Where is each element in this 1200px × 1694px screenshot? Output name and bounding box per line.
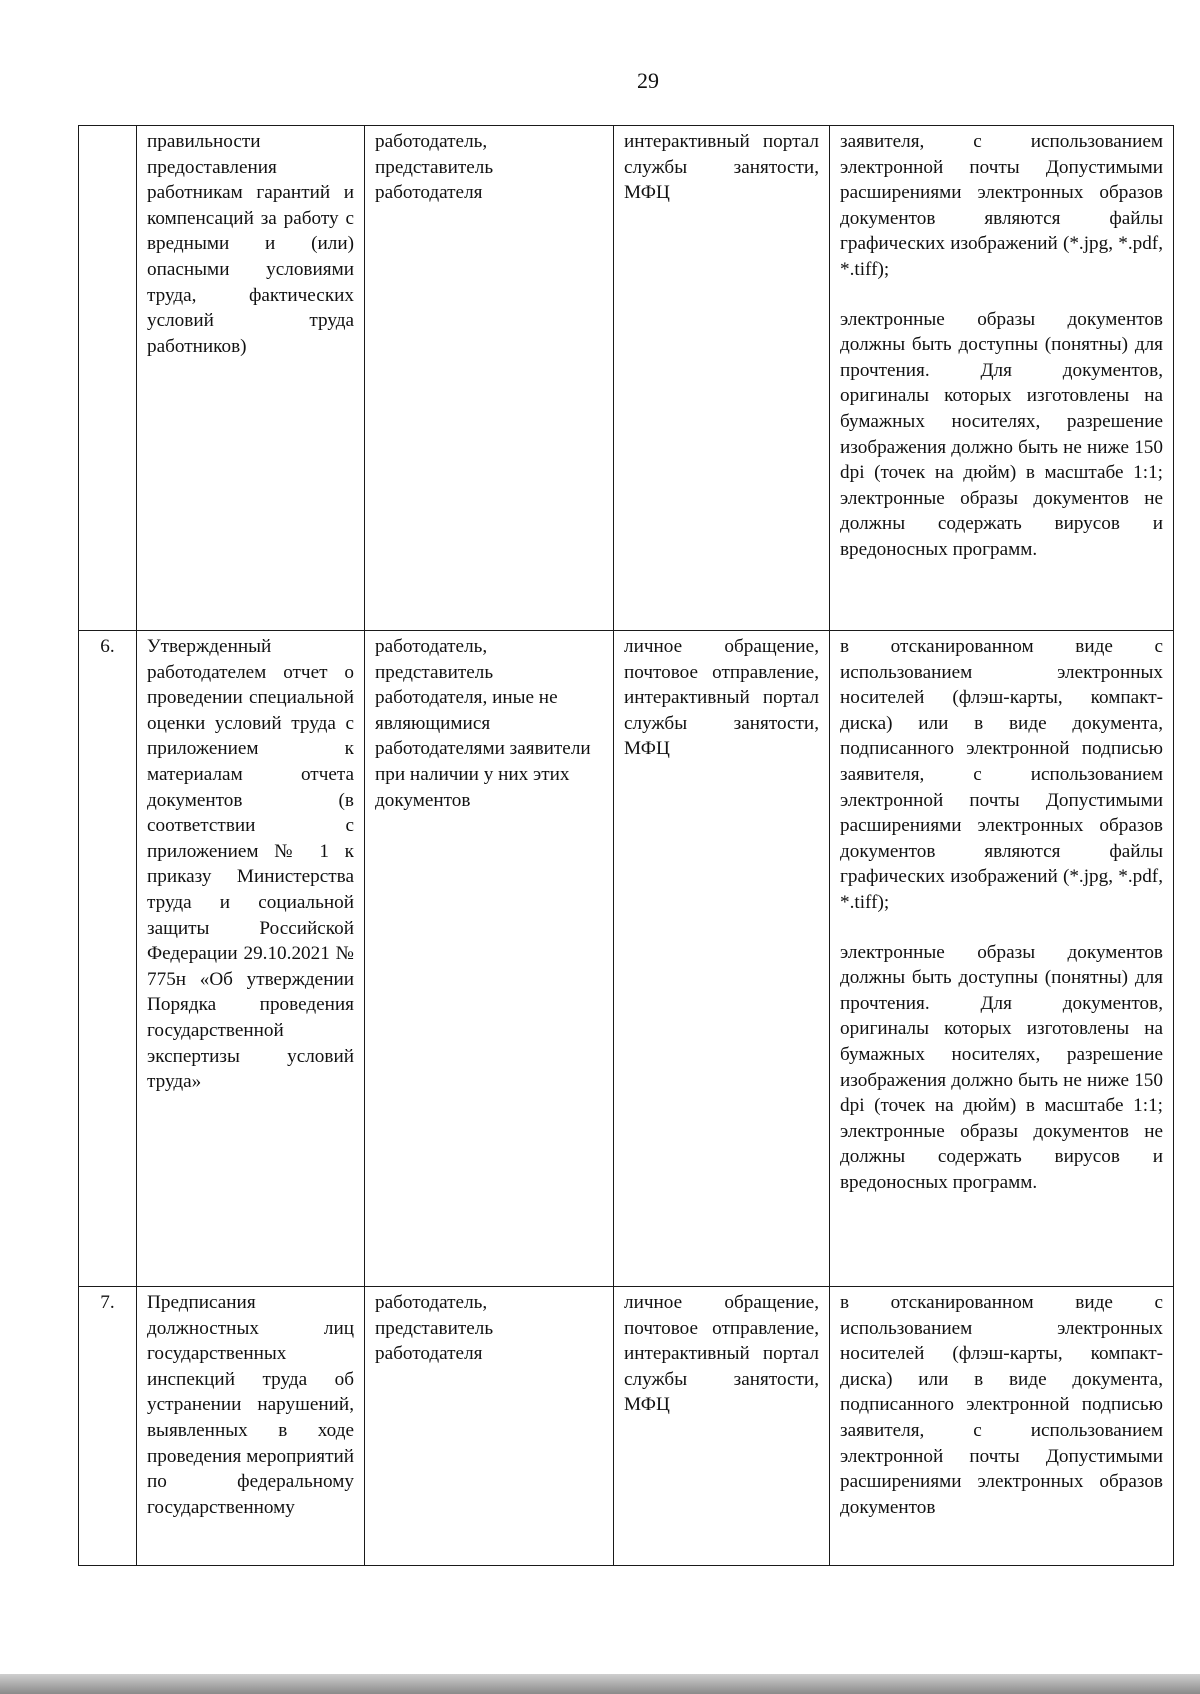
document-name-cell: Утвержденный работодателем отчет о проведении специальной оценки условий труда с приложением к материалам отчета документов (в соответствии с приложением № 1 к приказу Министерства труда и социальной защиты Российской Федерации 29.10.2021 № 775н «Об утверждении Порядка проведения государственной экспертизы условий труда»	[137, 631, 365, 1287]
applicants-cell: работодатель, представитель работодателя, иные не являющимися работодателями заявители при наличии у них этих документов	[365, 631, 614, 1287]
row-number: 7.	[79, 1287, 137, 1566]
row-number	[79, 126, 137, 631]
submission-methods-cell: интерактивный портал службы занятости, МФЦ	[614, 126, 830, 631]
documents-table	[78, 125, 1174, 1566]
requirements-paragraph: в отсканированном виде с использованием электронных носителей (флэш-карты, компакт-диска) или в виде документа, подписанного электронной подписью заявителя, с использованием электронной почты Допустимыми расширениями электронных образов документов являются файлы графических изображений (*.jpg, *.pdf, *.tiff);	[840, 636, 1163, 913]
table-row	[79, 631, 1174, 1287]
document-name-cell: Предписания должностных лиц государственных инспекций труда об устранении нарушений, выявленных в ходе проведения мероприятий по федеральному государственному	[137, 1287, 365, 1566]
requirements-cell	[830, 126, 1174, 631]
requirements-cell	[830, 1287, 1174, 1566]
scan-edge-strip	[0, 1674, 1200, 1694]
table-row	[79, 126, 1174, 631]
submission-methods-cell: личное обращение, почтовое отправление, интерактивный портал службы занятости, МФЦ	[614, 1287, 830, 1566]
requirements-cell	[830, 631, 1174, 1287]
document-name-cell: правильности предоставления работникам гарантий и компенсаций за работу с вредными и (или) опасными условиями труда, фактических условий труда работников)	[137, 126, 365, 631]
requirements-paragraph: электронные образы документов должны быть доступны (понятны) для прочтения. Для документов, оригиналы которых изготовлены на бумажных носителях, разрешение изображения должно быть не ниже 150 dpi (точек на дюйм) в масштабе 1:1; электронные образы документов не должны содержать вирусов и вредоносных программ.	[840, 941, 1163, 1193]
table-row	[79, 1287, 1174, 1566]
row-number: 6.	[79, 631, 137, 1287]
applicants-cell: работодатель, представитель работодателя	[365, 126, 614, 631]
requirements-paragraph: электронные образы документов должны быть доступны (понятны) для прочтения. Для документов, оригиналы которых изготовлены на бумажных носителях, разрешение изображения должно быть не ниже 150 dpi (точек на дюйм) в масштабе 1:1; электронные образы документов не должны содержать вирусов и вредоносных программ.	[840, 308, 1163, 560]
requirements-paragraph: в отсканированном виде с использованием электронных носителей (флэш-карты, компакт-диска) или в виде документа, подписанного электронной подписью заявителя, с использованием электронной почты Допустимыми расширениями электронных образов документов	[840, 1292, 1163, 1518]
submission-methods-cell: личное обращение, почтовое отправление, интерактивный портал службы занятости, МФЦ	[614, 631, 830, 1287]
page-number: 29	[637, 68, 659, 93]
applicants-cell: работодатель, представитель работодателя	[365, 1287, 614, 1566]
requirements-paragraph: заявителя, с использованием электронной почты Допустимыми расширениями электронных образов документов являются файлы графических изображений (*.jpg, *.pdf, *.tiff);	[840, 131, 1163, 280]
